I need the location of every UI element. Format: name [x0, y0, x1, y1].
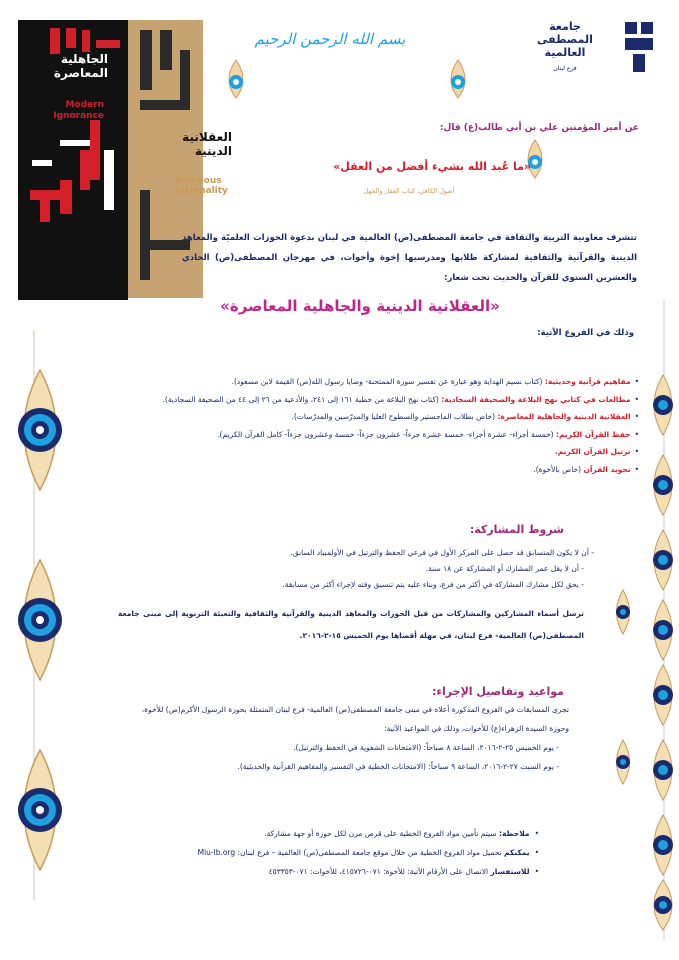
university-logo: [535, 18, 665, 74]
poster-title-en: [34, 100, 104, 122]
note-text: الاتصال على الأرقام الآتية: للأخوة: ٠٧١-٤١٥٧٢٦، للأخوات: ٠٧١-٤٥٣٣٥٣: [268, 867, 491, 876]
poster-title-en-line2: Ignorance: [53, 111, 104, 121]
branch-item: [199, 408, 639, 426]
branch-detail: (خاص بالأخوة).: [533, 464, 582, 474]
bullet-icon: •: [634, 377, 639, 386]
ornament-left-2: [18, 560, 62, 680]
notes-list: [129, 824, 539, 881]
hadith-quote: «ما عُبد الله بشيء أفضل من العقل»: [333, 160, 531, 173]
branch-item: [162, 391, 639, 409]
poster-gold-en-line2: rationality: [175, 186, 228, 196]
note-text: سيتم تأمين مواد الفروع الخطية على قرص مرن لكل حوزة أو جهة مشاركة.: [264, 829, 499, 838]
poster-gold-ar-line1: العقلانية: [182, 130, 232, 144]
branch-name: تجويد القرآن: [583, 464, 631, 474]
invitation-paragraph: تتشرف معاونية التربية والثقافة في جامعة المصطفى(ص) العالمية في لبنان بدعوة الحوزات العلميّة والمعاهد الدينية والقرآنية والثقافية لمشاركة طلابها ومدرسيها إخوة وأخوات، في مهرجان المصطفى(ص) الحادي والعشرين السنوي للقرآن والحديث تحت شعار:: [182, 233, 637, 283]
ornament-right-4: [653, 600, 673, 660]
logo-line2: المصطفى: [537, 33, 593, 46]
ornament-left-3: [18, 750, 62, 870]
ornament-right-1: [653, 375, 673, 435]
logo-text: [525, 20, 605, 59]
condition-item: - أن لا يقل عمر المشارك أو المشاركة عن ١٨ سنة.: [425, 564, 584, 573]
poster-gold-ar-line2: الدينية: [194, 144, 232, 158]
branch-name: مطالعات في كتابي نهج البلاغة والصحيفة السجادية:: [441, 394, 631, 404]
branch-name: العقلانية الدينية والجاهلية المعاصرة:: [497, 412, 631, 421]
conditions-title: شروط المشاركة:: [469, 523, 564, 536]
ornament-right-8: [654, 880, 672, 930]
logo-line3: العالمية: [544, 46, 586, 59]
note-lead: يمكنكم: [504, 848, 530, 857]
ornament-right-5: [653, 665, 673, 725]
dates-title: مواعيد وتفاصيل الإجراء:: [432, 685, 564, 698]
note-item: [129, 862, 539, 881]
basmala: بسم الله الرحمن الرحيم: [254, 30, 406, 48]
poster-title-ar-line2: المعاصرة: [53, 66, 108, 80]
note-text: تحميل مواد الفروع الخطية من خلال موقع جامعة المصطفى(ص) العالمية – فرع لبنان: Miu-lb.org: [197, 848, 505, 857]
bullet-icon: •: [534, 867, 539, 876]
condition-item: - يحق لكل مشارك المشاركة في أكثر من فرع، وبناء عليه يتم تنسيق وقته لإجراء أكثر من مسابقة.: [282, 580, 584, 589]
branch-item: [199, 426, 639, 444]
note-lead: ملاحظة:: [498, 829, 530, 838]
branch-item: [199, 443, 639, 461]
poster-gold-en: [175, 176, 235, 196]
branch-name: ترتيل القرآن الكريم.: [554, 447, 631, 456]
dates-line: وحوزة السيدة الزهراء(ع) للأخوات، وذلك في المواعيد الآتية:: [384, 724, 569, 733]
ornament-right-10: [616, 740, 630, 784]
ornament-left-1: [18, 370, 62, 490]
dates-line: - يوم السبت ٢٧-٢-٢٠١٦، الساعة ٩ صباحاً: (الامتحانات الخطية في التفسير والمفاهيم القرآنية والحديثية).: [237, 762, 559, 771]
branch-name: مفاهيم قرآنية وحديثية:: [544, 377, 631, 386]
poster-gold-en-line1: Religious: [175, 176, 222, 186]
festival-theme-title: «العقلانية الدينية والجاهلية المعاصرة»: [220, 297, 500, 315]
dates-list: [101, 700, 569, 776]
branch-item: [199, 373, 639, 391]
branch-item: [199, 461, 639, 479]
bullet-icon: •: [634, 464, 639, 474]
ornament-right-7: [653, 815, 673, 875]
ornament-right-2: [653, 455, 673, 515]
ornament-top-2: [451, 60, 465, 98]
condition-item: - أن لا يكون المتسابق قد حصل على المركز الأول في فرعي الحفظ والترتيل في الأولمبياد السابق.: [290, 548, 594, 557]
intro-line: عن أمير المؤمنين علي بن أبي طالب(ع) قال:: [439, 123, 639, 133]
branches-intro: وذلك في الفروع الآتية:: [537, 328, 634, 338]
ornament-right-9: [616, 590, 630, 634]
branch-detail: (كتاب نهج البلاغة من خطبة ١٦١ إلى ٢٤١، والأدعية من ٢٦ إلى ٤٤ من الصحيفة السجادية).: [162, 394, 439, 404]
poster-title-en-line1: Modern: [65, 100, 104, 110]
branches-list: [162, 373, 639, 478]
ornament-top-1: [229, 60, 243, 98]
ornament-right-3: [653, 530, 673, 590]
submission-paragraph: ترسل أسماء المشاركين والمشاركات من قبل الحوزات والمعاهد الدينية والقرآنية والثقافية والتعبئة التربوية إلى مبنى جامعة المصطفى(ص) العالمية- فرع لبنان، في مهلة أقصاها يوم الخميس ١٥-٢-٢٠١٦.: [118, 609, 584, 640]
quote-source: أصول الكافي، كتاب العقل والجهل: [363, 187, 455, 195]
note-item: [129, 843, 539, 862]
note-item: [129, 824, 539, 843]
note-lead: للاستفسار: [490, 867, 530, 876]
logo-line1: جامعة: [549, 20, 581, 33]
conditions-list: [124, 545, 594, 593]
poster-gold-ar: [172, 130, 232, 158]
poster-title-ar: [42, 52, 108, 80]
bullet-icon: •: [634, 394, 639, 404]
branch-detail: (كتاب نسيم الهداية وهو عبارة عن تفسير سورة الممتحنة- وصايا رسول الله(ص) القيمة لابن مسعود).: [231, 377, 543, 386]
bullet-icon: •: [634, 429, 639, 439]
bullet-icon: •: [634, 447, 639, 456]
bullet-icon: •: [534, 829, 539, 838]
bullet-icon: •: [534, 848, 539, 857]
dates-line: تجرى المسابقات في الفروع المذكورة أعلاه في مبنى جامعة المصطفى(ص) العالمية- فرع لبنان المتمثلة بحوزة الرسول الأكرم(ص) للأخوة،: [141, 705, 569, 714]
dates-line: - يوم الخميس ٢٥-٢-٢٠١٦، الساعة ٨ صباحاً: (الامتحانات الشفوية في الحفظ والترتيل).: [293, 743, 559, 752]
branch-name: حفظ القرآن الكريم:: [555, 429, 631, 439]
branch-detail: (خاص بطلاب الماجستير والسطوح العليا والمدرّسين والمدرّسات).: [291, 412, 496, 421]
poster-title-ar-line1: الجاهلية: [60, 52, 108, 66]
logo-subtitle: فرع لبنان: [553, 65, 577, 72]
bullet-icon: •: [634, 412, 639, 421]
branch-detail: (خمسة أجزاء- عشرة أجزاء- خمسة عشرة جزءاً- عشرون جزءاً- خمسة وعشرون جزءاً- كامل القرآن الكريم).: [217, 429, 554, 439]
ornament-right-6: [653, 740, 673, 800]
